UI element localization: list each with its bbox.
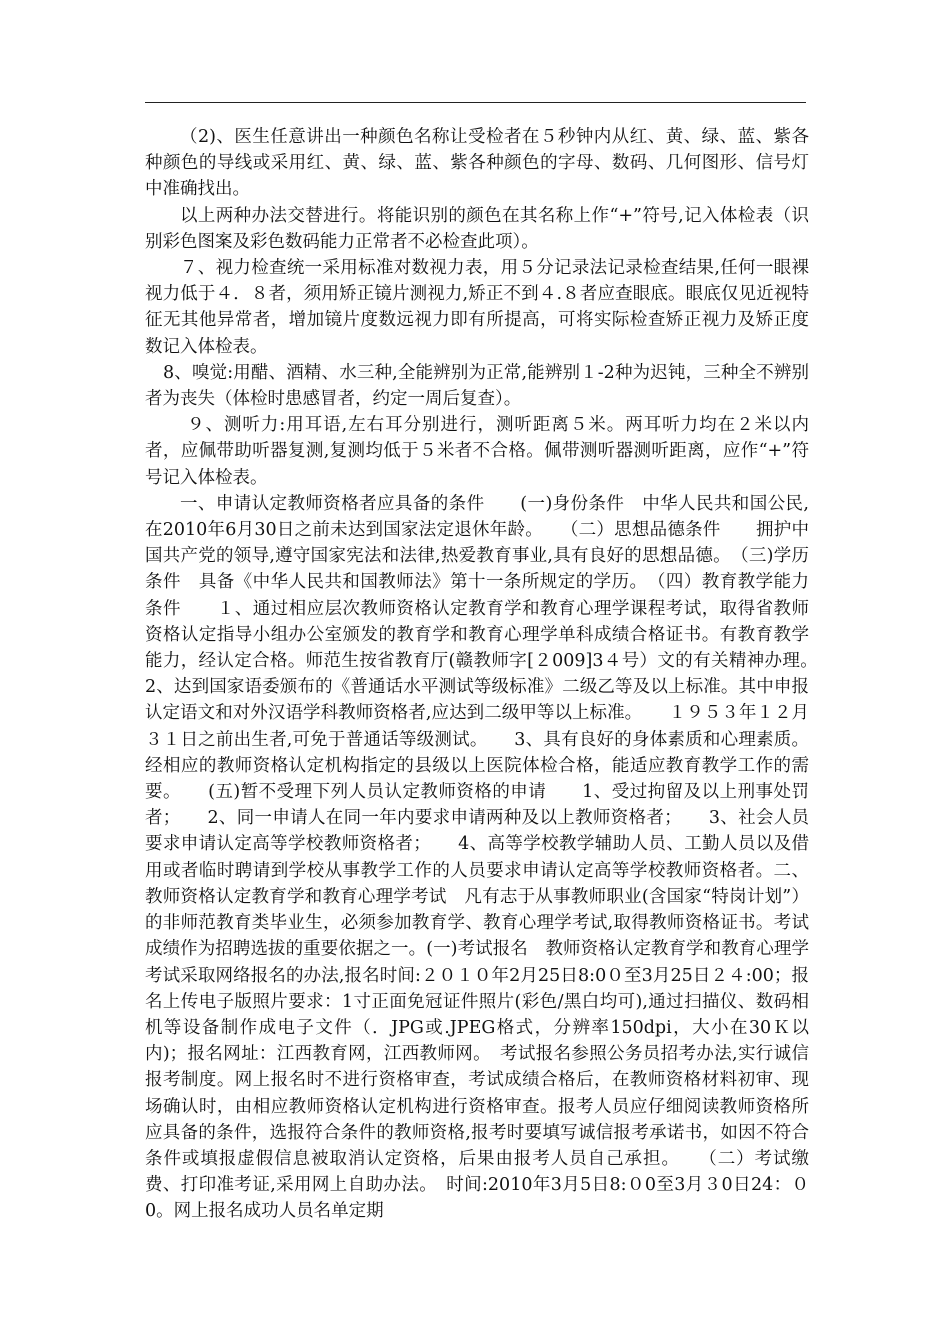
header-divider [145, 102, 806, 103]
paragraph-teacher-qualification: 一、申请认定教师资格者应具备的条件 (一)身份条件 中华人民共和国公民,在2010年6月30日之前未达到国家法定退休年龄。 （二）思想品德条件 拥护中国共产党的领导,遵守国家宪法和法律,热爱教育事业,具有良好的思想品德。 （三)学历条件 具备《中华人民共和国教师法》第十一条所规定的学历。 （四）教育教学能力条件 １、通过相应层次教师资格认定教育学和教育心理学课程考试，取得省教师资格认定指导小组办公室颁发的教育学和教育心理学单科成绩合格证书。有教育教学能力，经认定合格。师范生按省教育厅(赣教师字[２009]3４号）文的有关精神办理。 2、达到国家语委颁布的《普通话水平测试等级标准》二级乙等及以上标准。其中申报认定语文和对外汉语学科教师资格者,应达到二级甲等以上标准。 １９５３年１２月３１日之前出生者,可免于普通话等级测试。 3、具有良好的身体素质和心理素质。经相应的教师资格认定机构指定的县级以上医院体检合格，能适应教育教学工作的需要。 (五)暂不受理下列人员认定教师资格的申请 1、受过拘留及以上刑事处罚者； 2、同一申请人在同一年内要求申请两种及以上教师资格者； 3、社会人员要求申请认定高等学校教师资格者； 4、高等学校教学辅助人员、工勤人员以及借用或者临时聘请到学校从事教学工作的人员要求申请认定高等学校教师资格者。二、教师资格认定教育学和教育心理学考试 凡有志于从事教师职业(含国家“特岗计划”）的非师范教育类毕业生，必须参加教育学、教育心理学考试,取得教师资格证书。考试成绩作为招聘选拔的重要依据之一。(一)考试报名 教师资格认定教育学和教育心理学考试采取网络报名的办法,报名时间:２０１０年2月25日8:0０至3月25日２４:00；报名上传电子版照片要求：1寸正面免冠证件照片(彩色/黑白均可),通过扫描仪、数码相机等设备制作成电子文件（．JPG或.JPEG格式，分辨率150dpi，大小在30Ｋ以内)；报名网址：江西教育网，江西教师网。 考试报名参照公务员招考办法,实行诚信报考制度。网上报名时不进行资格审查，考试成绩合格后，在教师资格材料初审、现场确认时，由相应教师资格认定机构进行资格审查。报考人员应仔细阅读教师资格所应具备的条件，选报符合条件的教师资格,报考时要填写诚信报考承诺书，如因不符合条件或填报虚假信息被取消认定资格，后果由报考人员自己承担。 （二）考试缴费、打印准考证,采用网上自助办法。 时间:2010年3月5日8:０0至3月３0日24：０0。网上报名成功人员名单定期 [145, 493, 844, 1222]
document-body [145, 124, 844, 1225]
paragraph-hearing-test: ９、测听力:用耳语,左右耳分别进行，测听距离５米。两耳听力均在２米以内者，应佩带助听器复测,复测均低于５米者不合格。佩带测听器测听距离，应作“+”符号记入体检表。 [145, 415, 809, 488]
paragraph-vision-test: ７、视力检查统一采用标准对数视力表，用５分记录法记录检查结果,任何一眼裸视力低于４．８者，须用矫正镜片测视力,矫正不到４.８者应查眼底。眼底仅见近视特征无其他异常者，增加镜片度数远视力即有所提高，可将实际检查矫正视力及矫正度数记入体检表。 [145, 258, 809, 357]
paragraph-color-test-method-2: （2)、医生任意讲出一种颜色名称让受检者在５秒钟内从红、黄、绿、蓝、紫各种颜色的导线或采用红、黄、绿、蓝、紫各种颜色的字母、数码、几何图形、信号灯中准确找出。 [145, 127, 809, 200]
paragraph-color-test-note: 以上两种办法交替进行。将能识别的颜色在其名称上作“+”符号,记入体检表（识别彩色图案及彩色数码能力正常者不必检查此项）。 [145, 205, 809, 252]
paragraph-smell-test: 8、嗅觉:用醋、酒精、水三种,全能辨别为正常,能辨别１-2种为迟钝，三种全不辨别者为丧失（体检时患感冒者，约定一周后复查）。 [145, 362, 809, 410]
